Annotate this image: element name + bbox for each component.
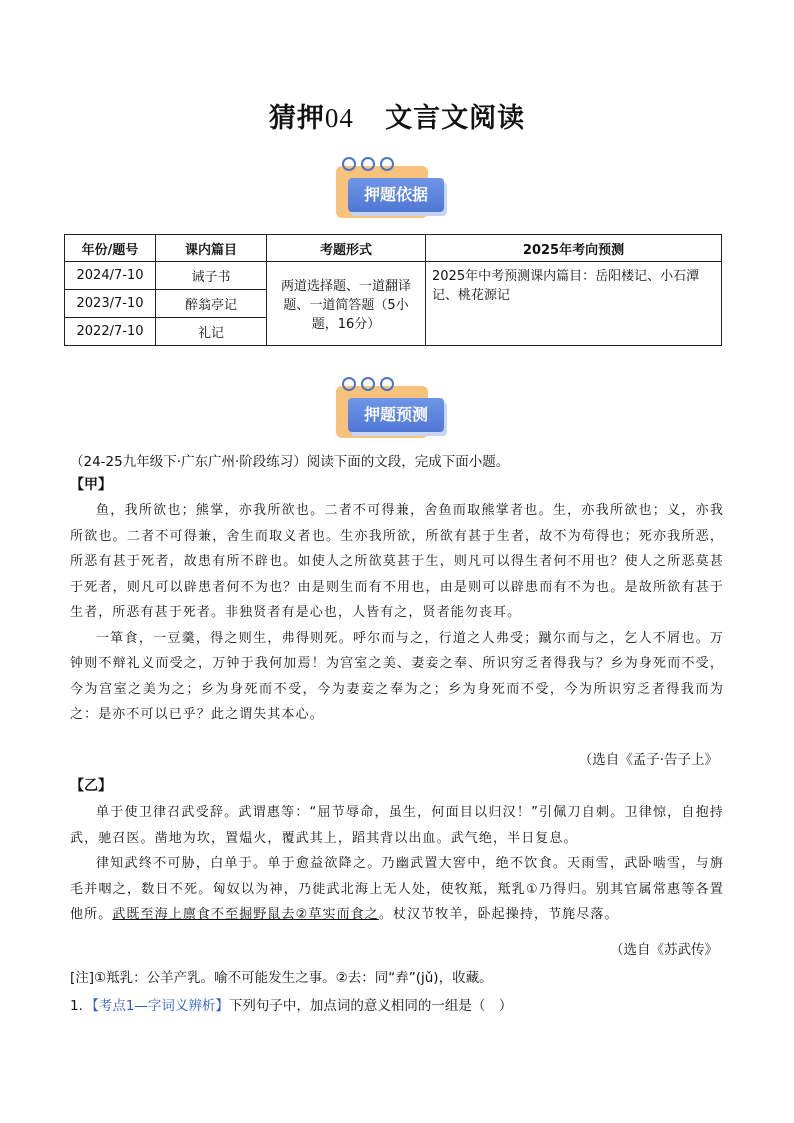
banner-basis	[332, 156, 450, 226]
title-text: 文言文阅读	[385, 103, 526, 134]
passage-yi	[70, 800, 724, 928]
title-prefix: 猜押	[268, 103, 325, 134]
table-header: 年份/题号	[65, 235, 156, 262]
passage-text: 律知武终不可胁，白单于。单于愈益欲降之。乃幽武置大窖中，绝不饮食。天雨雪，武卧啮雪，与旃毛并咽之，数日不死。匈奴以为神，乃徙武北海上无人处，使牧羝，羝乳	[70, 856, 724, 897]
passage-paragraph: 一箪食，一豆羹，得之则生，弗得则死。呼尔而与之，行道之人弗受；蹴尔而与之，乞人不屑也。万钟则不辩礼义而受之，万钟于我何加焉！为宫室之美、妻妾之奉、所识穷乏者得我与？乡为身死而不受，今为宫室之美为之；乡为身死而不受，今为妻妾之奉为之；乡为身死而不受，今为所识穷乏者得我而为之：是亦不可以已乎？此之谓失其本心。	[70, 630, 724, 722]
passage-jia	[70, 498, 724, 728]
table-cell-text: 诫子书	[156, 262, 267, 290]
table-header: 考题形式	[267, 235, 426, 262]
title-number: 04	[324, 103, 354, 133]
page-title	[0, 96, 794, 135]
banner-label: 押题预测	[348, 398, 444, 432]
passage-text: 。杖汉节牧羊，卧起操持，节旄尽落。	[378, 907, 619, 922]
binder-rings-icon	[342, 376, 402, 390]
question-number: 1．	[70, 998, 93, 1014]
table-cell-form: 两道选择题、一道翻译题、一道简答题（5小题，16分）	[267, 262, 426, 346]
banner-prediction	[332, 376, 450, 446]
table-header: 课内篇目	[156, 235, 267, 262]
underlined-sentence: 武既至海上廪食不至掘野鼠去②草实而食之	[112, 907, 379, 922]
table-cell-text: 礼记	[156, 318, 267, 346]
annotation-note: [注]①羝乳：公羊产乳。喻不可能发生之事。②去：同“弆”(jǔ)，收藏。	[70, 970, 493, 986]
table-cell-year: 2024/7-10	[65, 262, 156, 290]
question-text: 下列句子中，加点词的意义相同的一组是（ ）	[228, 998, 513, 1014]
table-cell-prediction: 2025年中考预测课内篇目：岳阳楼记、小石潭记、桃花源记	[426, 262, 722, 346]
passage-paragraph	[70, 851, 724, 928]
binder-rings-icon	[342, 156, 402, 170]
table-cell-year: 2022/7-10	[65, 318, 156, 346]
passage-text: ①乃得归。别其官属常惠等各置他所。	[70, 881, 725, 922]
question-1	[70, 994, 512, 1014]
section-tag-jia: 【甲】	[70, 477, 112, 493]
passage-paragraph: 单于使卫律召武受辞。武谓惠等：“屈节辱命，虽生，何面目以归汉！”引佩刀自刺。卫律惊，自抱持武，驰召医。凿地为坎，置煴火，覆武其上，蹈其背以出血。武气绝，半日复息。	[70, 805, 724, 846]
table-header: 2025年考向预测	[426, 235, 722, 262]
reading-instruction: （24-25九年级下·广东广州·阶段练习）阅读下面的文段，完成下面小题。	[70, 454, 510, 470]
passage-paragraph: 鱼，我所欲也；熊掌，亦我所欲也。二者不可得兼，舍鱼而取熊掌者也。生，亦我所欲也；义，亦我所欲也。二者不可得兼，舍生而取义者也。生亦我所欲，所欲有甚于生者，故不为苟得也；死亦我所恶，所恶有甚于死者，故患有所不辟也。如使人之所欲莫甚于生，则凡可以得生者何不用也？使人之所恶莫甚于死者，则凡可以辟患者何不为也？由是则生而有不用也，由是则可以辟患而有不为也。是故所欲有甚于生者，所恶有甚于死者。非独贤者有是心也，人皆有之，贤者能勿丧耳。	[70, 503, 724, 620]
section-tag-yi: 【乙】	[70, 778, 112, 794]
knowledge-point-tag: 【考点1—字词义辨析】	[92, 998, 229, 1014]
source-citation: （选自《苏武传》	[610, 942, 718, 958]
source-citation: （选自《孟子·告子上》	[578, 752, 718, 768]
table-cell-year: 2023/7-10	[65, 290, 156, 318]
banner-label: 押题依据	[348, 178, 444, 212]
exam-info-table	[64, 234, 722, 346]
table-cell-text: 醉翁亭记	[156, 290, 267, 318]
